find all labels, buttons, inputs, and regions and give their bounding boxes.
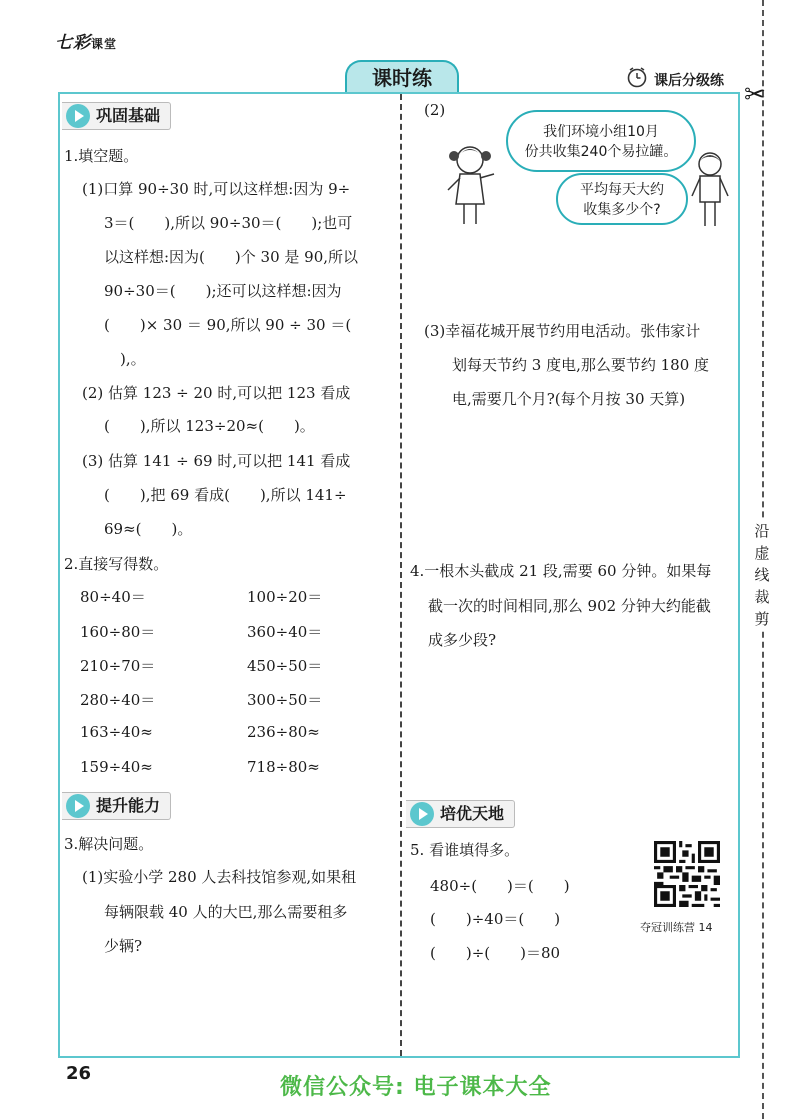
q3-title: 3.解决问题。: [64, 835, 154, 853]
q1-line: (1)口算 90÷30 时,可以这样想:因为 9÷: [82, 180, 351, 198]
q2-title: 2.直接写得数。: [64, 555, 169, 573]
section-improve: [62, 792, 171, 820]
p3-line: 划每天节约 3 度电,那么要节约 180 度: [452, 356, 710, 374]
section-title: 巩固基础: [96, 106, 161, 125]
cut-char: 虚: [754, 544, 770, 562]
q1-line: 90÷30＝( );还可以这样想:因为: [104, 282, 342, 300]
girl-illustration: [440, 138, 500, 230]
section-title: 培优天地: [440, 804, 505, 823]
calc-item: 718÷80≈: [247, 758, 320, 776]
section-basic: [62, 102, 171, 130]
q1-title: 1.填空题。: [64, 147, 139, 165]
calc-item: 300÷50＝: [247, 691, 323, 709]
q1-line: ( ),把 69 看成( ),所以 141÷: [104, 486, 347, 504]
p3-line: 电,需要几个月?(每个月按 30 天算): [452, 390, 686, 408]
cut-char: 沿: [754, 522, 770, 540]
brand-logo: [55, 28, 117, 53]
q3-line: 少辆?: [104, 937, 143, 955]
q4-line: 截一次的时间相同,那么 902 分钟大约能截: [428, 597, 711, 615]
speech-bubble-girl: [506, 110, 696, 172]
q5-line: ( )÷( )＝80: [430, 944, 561, 962]
calc-item: 236÷80≈: [247, 723, 320, 741]
section-advanced: [406, 800, 515, 828]
calc-item: 360÷40＝: [247, 623, 323, 641]
q1-line: 以这样想:因为( )个 30 是 90,所以: [104, 248, 359, 266]
cut-char: 剪: [754, 610, 770, 628]
calc-item: 450÷50＝: [247, 657, 323, 675]
speech-bubble-boy: [556, 173, 688, 225]
calc-item: 80÷40＝: [80, 588, 146, 606]
bubble-line: 份共收集240个易拉罐。: [524, 144, 678, 160]
q1-line: 69≈( )。: [104, 520, 193, 538]
p2-label: (2): [424, 101, 446, 119]
q1-line: ( )× 30 ＝ 90,所以 90 ÷ 30 ＝(: [104, 316, 352, 334]
brand-name: 七彩: [55, 33, 91, 53]
bubble-line: 收集多少个?: [583, 202, 661, 218]
q1-line: ( ),所以 123÷20≈( )。: [104, 417, 315, 435]
page-number: 26: [66, 1063, 92, 1084]
calc-item: 160÷80＝: [80, 623, 156, 641]
bubble-line: 我们环境小组10月: [543, 124, 659, 140]
play-icon: [66, 794, 90, 818]
brand-sub: 课堂: [91, 37, 118, 51]
level-label: 课后分级练: [654, 73, 724, 89]
bubble-line: 平均每天大约: [580, 182, 664, 198]
calc-item: 280÷40＝: [80, 691, 156, 709]
cut-char: 线: [754, 566, 770, 584]
q1-line: (3) 估算 141 ÷ 69 时,可以把 141 看成: [82, 452, 351, 470]
q5-line: ( )÷40＝( ): [430, 910, 561, 928]
cut-instruction: [749, 520, 775, 630]
play-icon: [66, 104, 90, 128]
cut-char: 裁: [754, 588, 770, 606]
q1-line: (2) 估算 123 ÷ 20 时,可以把 123 看成: [82, 384, 351, 402]
play-icon: [410, 802, 434, 826]
q1-line: 3＝( ),所以 90÷30＝( );也可: [104, 214, 353, 232]
footer-watermark: 微信公众号: 电子课本大全: [280, 1075, 552, 1100]
scissors-icon: ✂: [744, 80, 766, 110]
q5-title: 5. 看谁填得多。: [410, 841, 520, 859]
q3-line: 每辆限载 40 人的大巴,那么需要租多: [104, 903, 348, 921]
calc-item: 100÷20＝: [247, 588, 323, 606]
page-title: 课时练: [345, 60, 459, 94]
clock-icon: [626, 66, 648, 88]
qr-code-icon[interactable]: [654, 841, 720, 907]
p3-line: (3)幸福花城开展节约用电活动。张伟家计: [424, 322, 701, 340]
qr-caption: 夺冠训练营 14: [640, 921, 713, 934]
column-divider: [400, 94, 402, 1056]
calc-item: 159÷40≈: [80, 758, 153, 776]
boy-illustration: [688, 148, 732, 230]
q5-line: 480÷( )＝( ): [430, 877, 570, 895]
calc-item: 163÷40≈: [80, 723, 153, 741]
q3-line: (1)实验小学 280 人去科技馆参观,如果租: [82, 868, 357, 886]
q4-line: 成多少段?: [428, 631, 497, 649]
calc-item: 210÷70＝: [80, 657, 156, 675]
section-title: 提升能力: [96, 796, 161, 815]
q1-line: ),。: [120, 350, 146, 368]
q4-line: 4.一根木头截成 21 段,需要 60 分钟。如果每: [410, 562, 712, 580]
